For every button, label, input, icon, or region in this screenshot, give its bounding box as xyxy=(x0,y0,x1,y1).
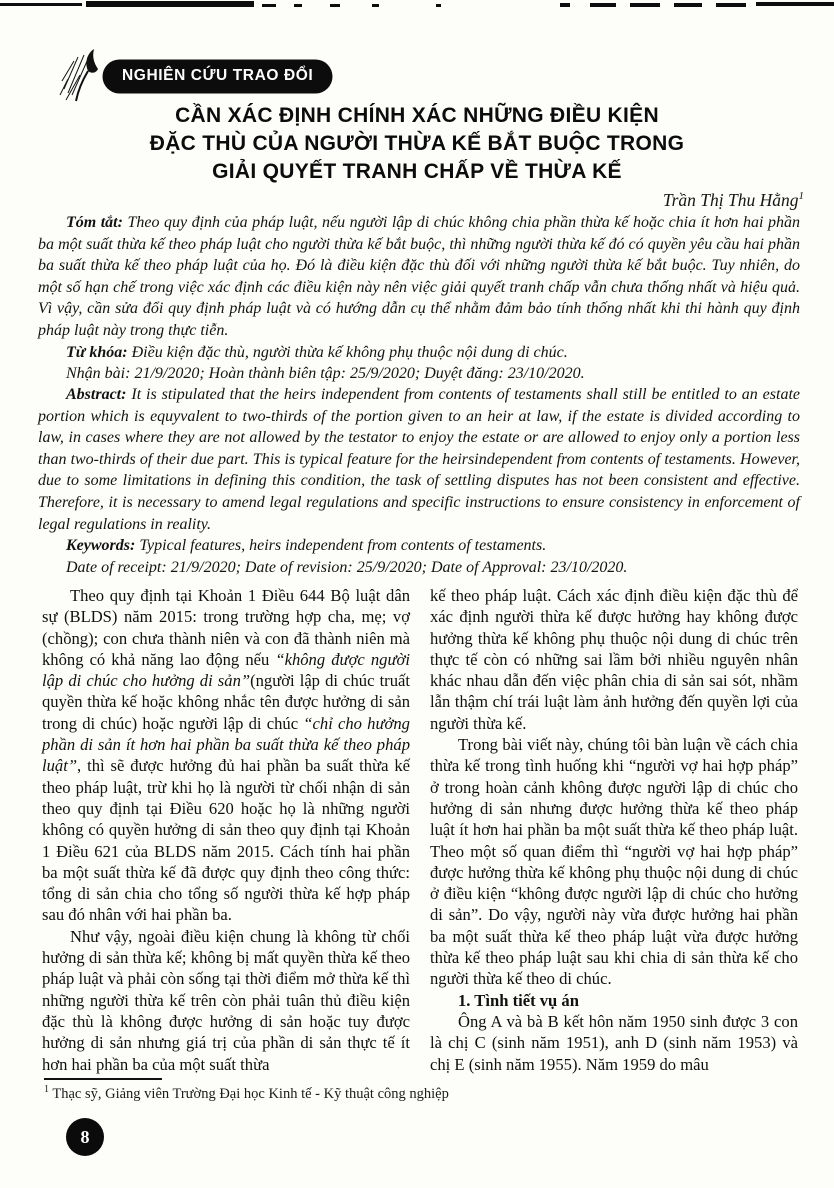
body-paragraph: Ông A và bà B kết hôn năm 1950 sinh được 3 con là chị C (sinh năm 1951), anh D (sinh năm 1953) và chị E (sinh năm 1955). Năm 1959 do mâu xyxy=(430,1011,798,1074)
article-title-line2: ĐẶC THÙ CỦA NGƯỜI THỪA KẾ BẮT BUỘC TRONG xyxy=(149,132,685,155)
body-paragraph: kế theo pháp luật. Cách xác định điều kiện đặc thù để xác định người thừa kế được hưởng hay không được hưởng thừa kế không phụ thuộc nội dung di chúc trên thực tế còn có những sai lầm bởi nhiều nguyên nhân khác nhau dẫn đến việc phân chia di sản sai sót, nhầm lẫn thậm chí trái luật làm ảnh hưởng đến quyền lợi của người thừa kế. xyxy=(430,586,798,733)
body-paragraph: Theo quy định tại Khoản 1 Điều 644 Bộ luật dân sự (BLDS) năm 2015: trong trường hợp cha, mẹ; vợ (chồng); con chưa thành niên và con đã thành niên mà không có khả năng lao động nếu “không được người lập di chúc cho hưởng di sản”(người lập di chúc truất quyền thừa kế hoặc không nhắc tên được hưởng di sản trong di chúc) hoặc người lập di chúc “chỉ cho hưởng phần di sản ít hơn hai phần ba suất thừa kế theo pháp luật”, thì sẽ được hưởng đủ hai phần ba suất thừa kế theo pháp luật, trừ khi họ là người từ chối nhận di sản theo quy định tại Điều 620 hoặc họ là những người không có quyền hưởng di sản theo quy định tại Khoản 1 Điều 621 của BLDS năm 2015. Cách tính hai phần ba một suất thừa kế đã được quy định theo công thức: tổng di sản chia cho tổng số người thừa kế hợp pháp sau đó nhân với hai phần ba. xyxy=(42,586,410,925)
keywords-vi: Từ khóa: Điều kiện đặc thù, người thừa kế không phụ thuộc nội dung di chúc. xyxy=(66,343,568,361)
keywords-en-label: Keywords: xyxy=(66,537,136,555)
quill-decoration-icon xyxy=(58,45,110,107)
abstract-vi-text: Tóm tắt: Theo quy định của pháp luật, nếu người lập di chúc không chia phần thừa kế hoặc chia ít hơn hai phần ba một suất thừa kế theo pháp luật cho người thừa kế bắt buộc, thì những người thừa kế đó có quyền yêu cầu hai phần ba suất thừa kế theo pháp luật của họ. Đó là điều kiện đặc thù đối với những người thừa kế bắt buộc. Tuy nhiên, do một số hạn chế trong việc xác định các điều kiện này nên việc giải quyết tranh chấp vẫn chưa thống nhất và hiệu quả. Vì vậy, cần sửa đổi quy định pháp luật và có hướng dẫn cụ thể nhằm đảm bảo tính thống nhất khi thi hành quy định pháp luật này trong thực tiễn. xyxy=(38,214,801,339)
abstract-vietnamese xyxy=(38,212,800,385)
footnote: $^1$ Thạc sỹ, Giảng viên Trường Đại học Kinh tế - Kỹ thuật công nghiệp xyxy=(44,1084,449,1102)
footnote-separator xyxy=(44,1078,162,1080)
article-title-line1: CẦN XÁC ĐỊNH CHÍNH XÁC NHỮNG ĐIỀU KIỆN xyxy=(175,104,659,127)
author-footnote-mark: 1 xyxy=(798,190,804,203)
abstract-en-label: Abstract: xyxy=(66,386,127,403)
article-title xyxy=(0,102,834,186)
abstract-en-text: Abstract: It is stipulated that the heirs independent from contents of testaments shall still be entitled to an estate portion which is equyvalent to two-thirds of the portion given to an heir at law, if the estate is divided according to law, in cases where they are not allowed by the testator to enjoy the estate or are allowed to enjoy only a portion less than two-thirds of their due part. This is typical feature for the heirsindependent from contents of testaments. However, due to some limitations in defining this condition, the task of settling disputes has not been consistent and effective. Therefore, it is necessary to amend legal regulations and specific instructions to ensure consistency in enforcement of legal regulations in reality. xyxy=(38,386,800,533)
body-paragraph: Như vậy, ngoài điều kiện chung là không từ chối hưởng di sản thừa kế; không bị mất quyền thừa kế theo pháp luật và phải còn sống tại thời điểm mở thừa kế thì những người thừa kế trên còn phải tuân thủ điều kiện đặc thù là không được hưởng di sản hoặc tuy được hưởng di sản nhưng giá trị của phần di sản thực tế ít hơn hai phần ba của một suất thừa xyxy=(42,926,410,1074)
dates-vi: Nhận bài: 21/9/2020; Hoàn thành biên tập: 25/9/2020; Duyệt đăng: 23/10/2020. xyxy=(66,365,585,383)
abstract-english xyxy=(38,384,800,578)
author-name: Trần Thị Thu Hằng xyxy=(662,190,799,210)
body-columns xyxy=(42,585,798,1074)
keywords-en: Keywords: Typical features, heirs independent from contents of testaments. xyxy=(66,537,547,555)
author-byline xyxy=(0,190,804,211)
article-title-line3: GIẢI QUYẾT TRANH CHẤP VỀ THỪA KẾ xyxy=(212,160,622,183)
dates-en: Date of receipt: 21/9/2020; Date of revision: 25/9/2020; Date of Approval: 23/10/2020. xyxy=(66,558,628,576)
body-column-left xyxy=(42,585,410,1074)
section-badge: NGHIÊN CỨU TRAO ĐỔI xyxy=(104,61,331,92)
section-heading-case-details: 1. Tình tiết vụ án xyxy=(458,990,579,1010)
footnote-mark: 1 xyxy=(44,1084,49,1095)
keywords-vi-label: Từ khóa: xyxy=(66,343,128,361)
section-header xyxy=(58,44,331,108)
abstract-vi-label: Tóm tắt: xyxy=(66,214,123,231)
page-number-badge: 8 xyxy=(66,1118,104,1156)
body-paragraph: Trong bài viết này, chúng tôi bàn luận về cách chia thừa kế trong tình huống khi “người vợ hai hợp pháp” ở trong hoàn cảnh không được người lập di chúc cho hưởng di sản nhưng được hưởng thừa kế theo pháp luật ít hơn hai phần ba một suất thừa kế theo pháp luật. Theo một số quan điểm thì “người vợ hai hợp pháp” được hưởng thừa kế không phụ thuộc nội dung di chúc ở điều kiện “không được người lập di chúc cho hưởng di sản”. Do vậy, người này vừa được hưởng hai phần ba một suất thừa kế theo pháp luật vừa được hưởng thừa kế theo pháp luật sau khi chia di sản thừa kế cho người thừa kế theo di chúc. xyxy=(430,735,798,989)
scan-artifact-top-rule xyxy=(0,0,834,10)
body-column-right xyxy=(430,585,798,1074)
